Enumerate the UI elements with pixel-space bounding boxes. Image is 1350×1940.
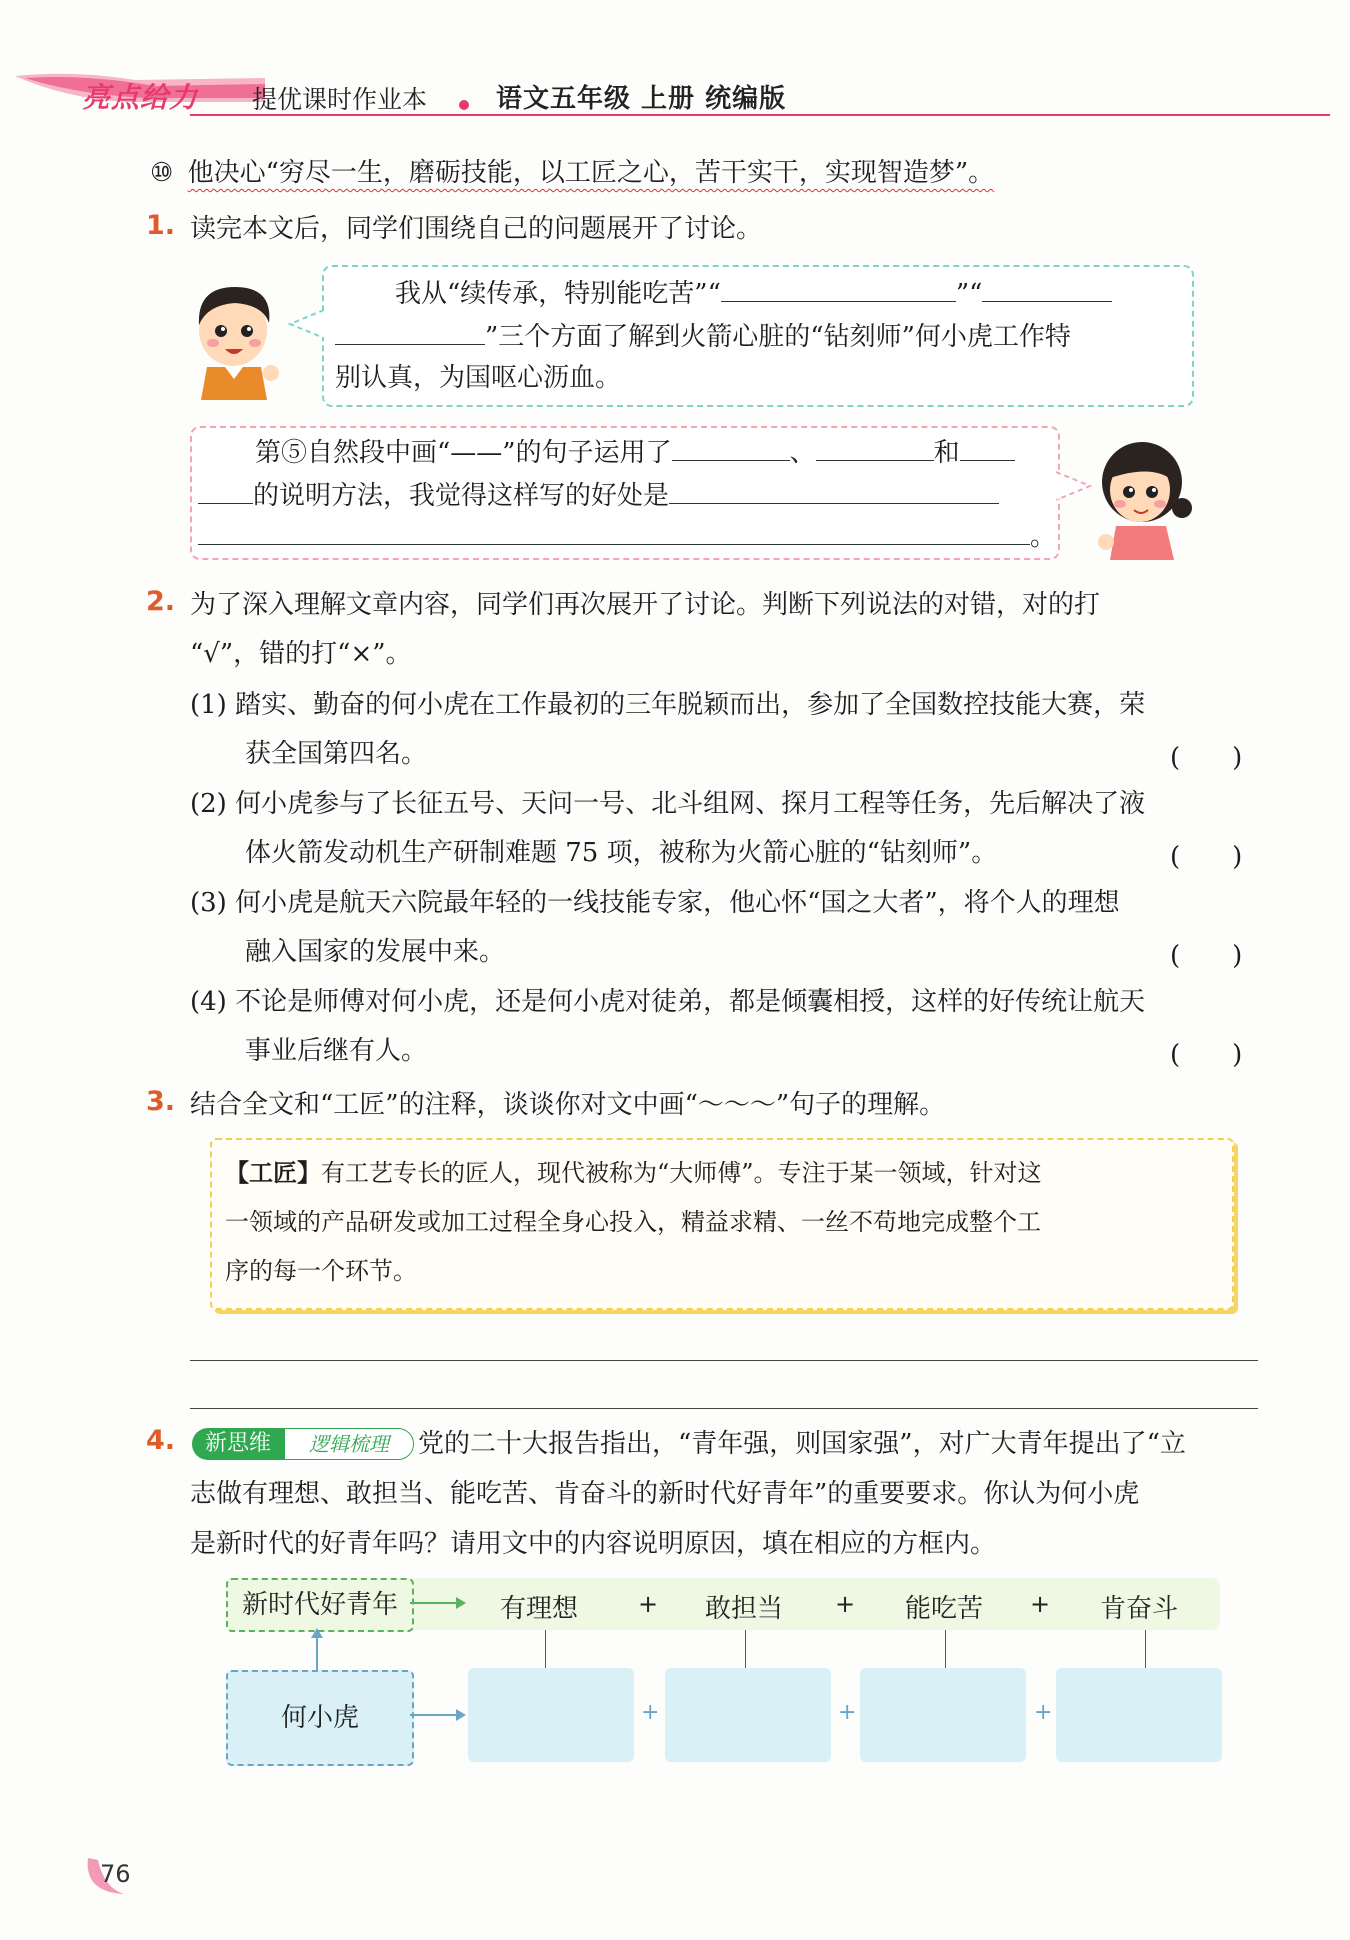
answer-box-1[interactable] [468,1668,634,1762]
definition-line-1 [225,1156,1042,1190]
boy-bubble-line-3: 别认真，为国呕心沥血。 [335,363,622,393]
answer-paren-4[interactable]: ( ) [1170,1040,1243,1070]
answer-box-4[interactable] [1056,1668,1222,1762]
definition-term: 【工匠】 [225,1158,321,1187]
plus-sign-3: + [1030,1590,1051,1618]
boy-text-1a: 我从“续传承，特别能吃苦”“ [395,279,721,309]
question-2-stem-line-2: “√”，错的打“×”。 [190,639,412,669]
quality-1-label: 有理想 [500,1594,579,1624]
bubble-tail [288,308,326,340]
girl-bubble-line-3 [198,518,1056,554]
question-4-line-2: 志做有理想、敢担当、能吃苦、肯奋斗的新时代好青年”的重要要求。你认为何小虎 [190,1479,1140,1509]
question-1-stem: 读完本文后，同学们围绕自己的问题展开了讨论。 [190,214,763,244]
answer-blank-6[interactable] [960,434,1015,461]
good-youth-box [226,1578,414,1632]
series-title: 提优课时作业本 [252,85,428,114]
q2-item-3-line-2: 融入国家的发展中来。 [245,937,506,967]
q4-number: 4. [146,1425,176,1456]
definition-line-2: 一领域的产品研发或加工过程全身心投入，精益求精、一丝不苟地完成整个工 [225,1208,1041,1236]
paragraph-number: ⑩ [150,158,174,188]
q2-item-1-line-1: (1) 踏实、勤奋的何小虎在工作最初的三年脱颖而出，参加了全国数控技能大赛，荣 [190,690,1146,720]
answer-paren-3[interactable]: ( ) [1170,941,1243,971]
q2-item-2-line-2: 体火箭发动机生产研制难题 75 项，被称为火箭心脏的“钻刻师”。 [245,838,998,868]
quality-3-label: 能吃苦 [905,1594,984,1624]
wavy-underlined-sentence: 他决心“穷尽一生，磨砺技能，以工匠之心，苦干实干，实现智造梦”。 [187,158,995,188]
girl-bubble-line-1 [255,434,1015,470]
qualities-band [360,1578,1220,1630]
question-1-number [146,210,175,241]
plus-sign-blue-1: + [641,1700,660,1725]
boy-bubble-line-2 [335,318,1071,354]
question-4-number [146,1425,175,1456]
quality-2-label: 敢担当 [705,1594,784,1624]
question-2-number [146,586,175,617]
arrow-up-icon [306,1628,328,1670]
answer-blank-5[interactable] [816,434,934,461]
question-4-line-1: 党的二十大报告指出，“青年强，则国家强”，对广大青年提出了“立 [418,1429,1186,1459]
question-2-stem-line-1: 为了深入理解文章内容，同学们再次展开了讨论。判断下列说法的对错，对的打 [190,590,1101,620]
definition-line-3: 序的每一个环节。 [225,1257,417,1285]
person-label: 何小虎 [280,1703,359,1733]
header-dot [459,100,469,110]
answer-blank-9[interactable] [198,518,1030,545]
boy-text-2: ”三个方面了解到火箭心脏的“钻刻师”何小虎工作特 [485,322,1071,352]
answer-blank-7[interactable] [198,477,253,504]
logic-sorting-tag: 逻辑梳理 [284,1428,414,1460]
q2-item-2-line-1: (2) 何小虎参与了长征五号、天问一号、北斗组网、探月工程等任务，先后解决了液 [190,789,1146,819]
plus-sign-blue-2: + [838,1700,857,1725]
girl-text-2: 的说明方法，我觉得这样写的好处是 [253,481,670,511]
q2-item-4-line-2: 事业后继有人。 [245,1036,428,1066]
connector-line-4 [1145,1630,1146,1668]
girl-avatar-icon [1092,430,1192,560]
question-3-number [146,1086,175,1117]
answer-paren-1[interactable]: ( ) [1170,743,1243,773]
header-rule [190,114,1330,116]
plus-sign-2: + [835,1590,856,1618]
answer-paren-2[interactable]: ( ) [1170,842,1243,872]
question-4-line-3: 是新时代的好青年吗？请用文中的内容说明原因，填在相应的方框内。 [190,1529,997,1559]
answer-box-2[interactable] [665,1668,831,1762]
subject-title: 语文五年级 上册 统编版 [496,84,787,114]
q2-item-3-line-1: (3) 何小虎是航天六院最年轻的一线技能专家，他心怀“国之大者”，将个人的理想 [190,888,1120,918]
girl-bubble-line-2 [198,477,999,513]
answer-blank-8[interactable] [669,477,999,504]
answer-blank-1[interactable] [721,275,956,302]
paragraph-10 [150,156,994,190]
boy-avatar-icon [185,275,285,400]
connector-line-2 [745,1630,746,1668]
good-youth-label: 新时代好青年 [241,1590,398,1620]
answer-blank-3[interactable] [335,318,485,345]
new-thinking-tag: 新思维 [192,1428,284,1460]
answer-blank-4[interactable] [672,434,790,461]
boy-text-1b: ”“ [955,279,983,309]
connector-line-3 [945,1630,946,1668]
person-box [226,1670,414,1766]
arrow-right-icon-2 [410,1704,468,1726]
q1-number: 1. [146,210,176,241]
q2-item-4-line-1: (4) 不论是师傅对何小虎，还是何小虎对徒弟，都是倾囊相授，这样的好传统让航天 [190,987,1146,1017]
brand-logo-text: 亮点给力 [82,81,199,114]
answer-line-2[interactable] [190,1408,1258,1409]
girl-text-end: 。 [1030,522,1057,552]
plus-sign-1: + [638,1590,659,1618]
quality-4-label: 肯奋斗 [1100,1594,1179,1624]
girl-text-1a: 第⑤自然段中画“——”的句子运用了 [255,438,672,468]
bubble-tail-pink [1054,470,1092,502]
q2-item-1-line-2: 获全国第四名。 [245,739,428,769]
connector-line-1 [545,1630,546,1668]
plus-sign-blue-3: + [1034,1700,1053,1725]
boy-bubble-line-1 [395,275,1112,311]
answer-line-1[interactable] [190,1360,1258,1361]
q2-number: 2. [146,586,176,617]
girl-text-1c: 和 [933,438,960,468]
question-3-stem: 结合全文和“工匠”的注释，谈谈你对文中画“～～～”句子的理解。 [190,1090,946,1120]
page-number: 76 [100,1860,131,1888]
arrow-right-icon [410,1592,468,1614]
q3-number: 3. [146,1086,176,1117]
answer-blank-2[interactable] [982,275,1112,302]
girl-text-1b: 、 [789,438,816,468]
answer-box-3[interactable] [860,1668,1026,1762]
definition-text-1: 有工艺专长的匠人，现代被称为“大师傅”。专注于某一领域，针对这 [321,1159,1042,1187]
